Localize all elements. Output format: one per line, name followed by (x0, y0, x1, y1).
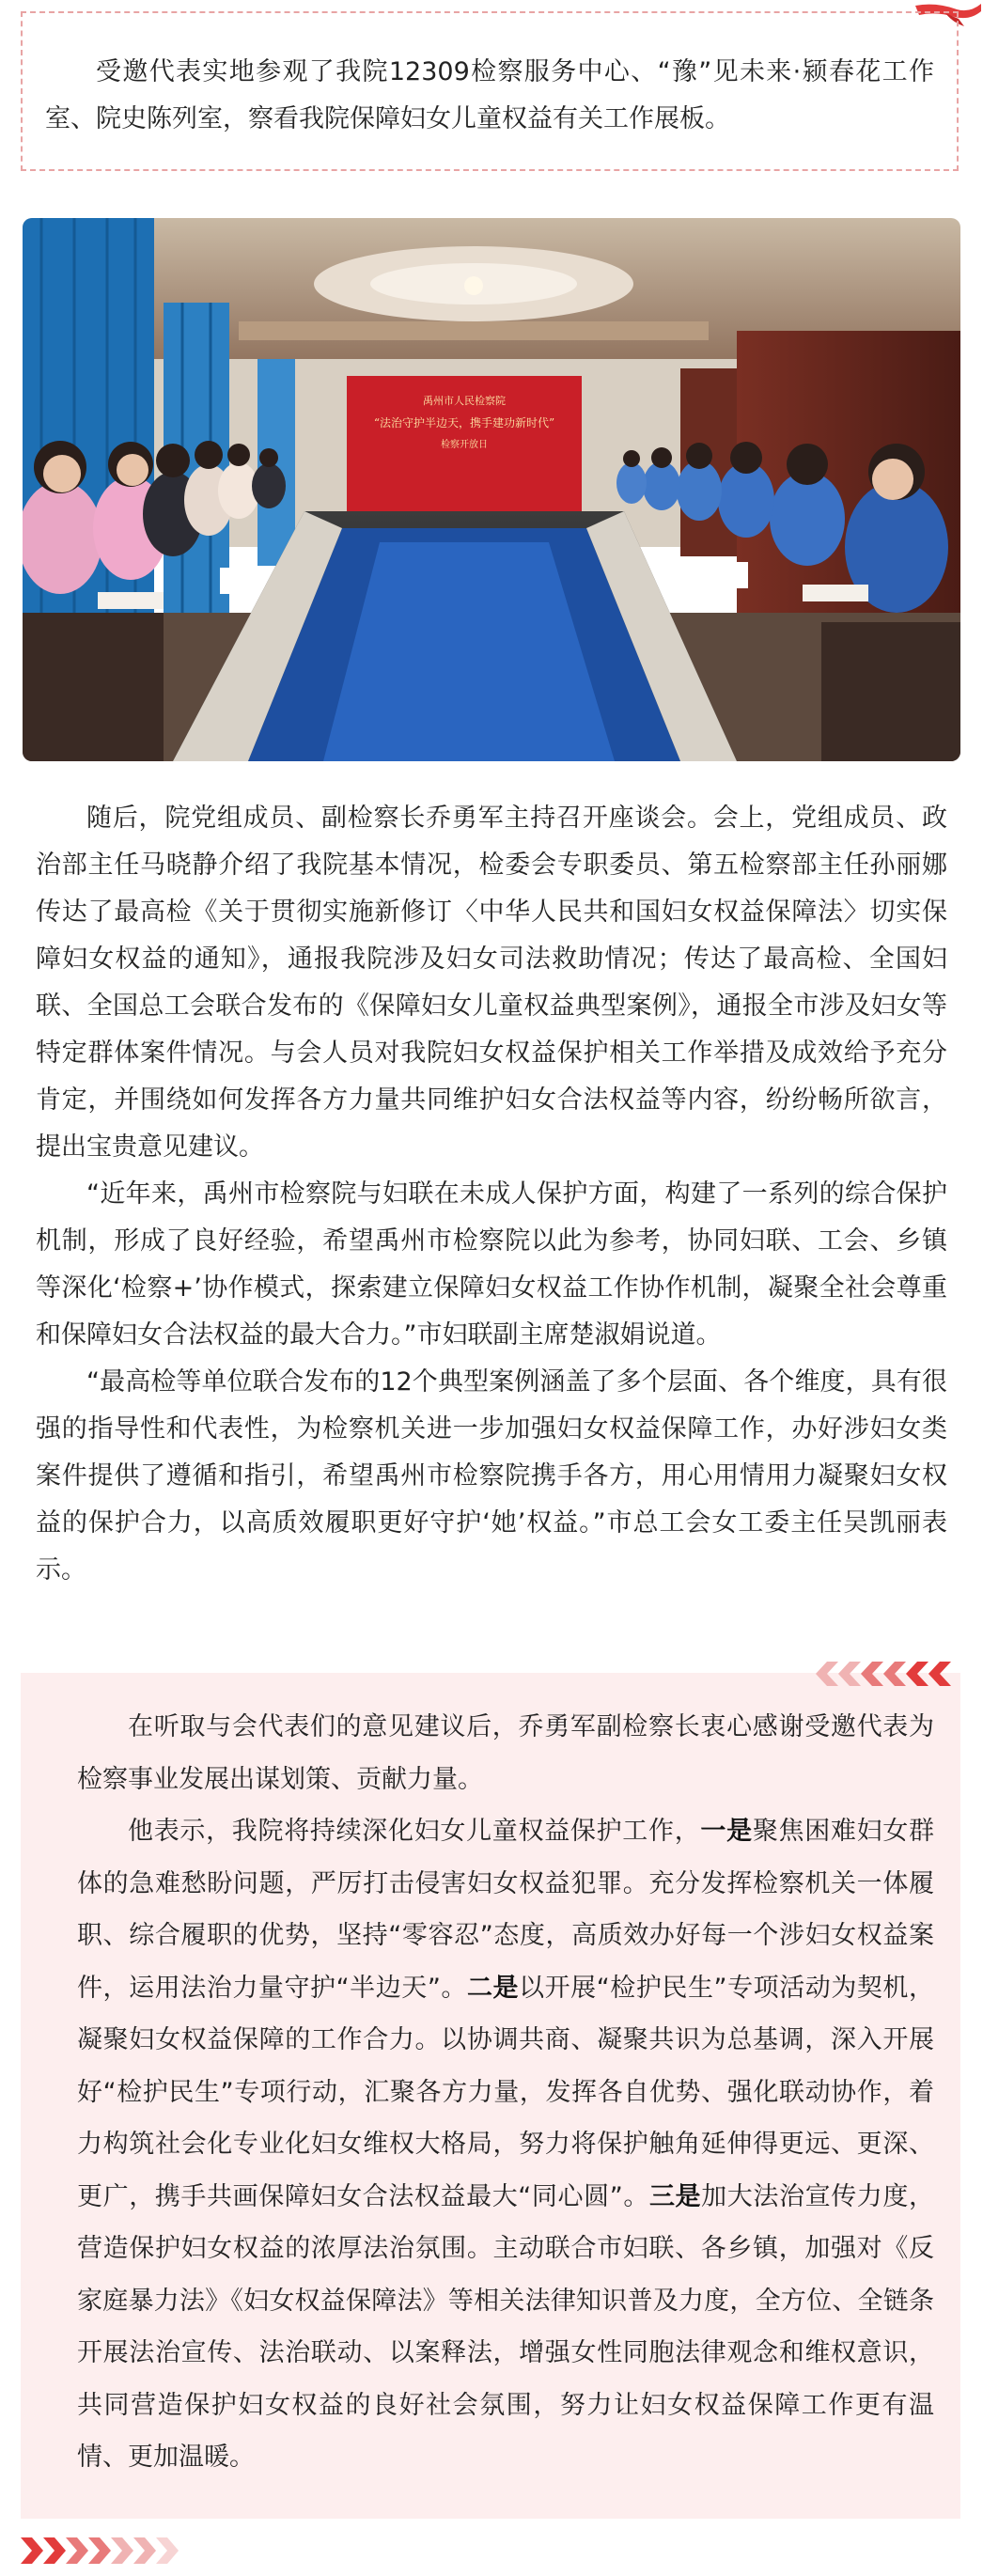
point-3-label: 三是 (648, 2181, 702, 2211)
point-1-label: 一是 (700, 1817, 753, 1846)
closing-paragraph-1: 在听取与会代表们的意见建议后，乔勇军副检察长衷心感谢受邀代表为检察事业发展出谋划策、贡献力量。 (77, 1712, 934, 1794)
closing-text (77, 1701, 934, 2484)
meeting-photo (23, 218, 960, 761)
point-3-text: 加大法治宣传力度，营造保护妇女权益的浓厚法治氛围。主动联合市妇联、各乡镇，加强对《反家庭暴力法》《妇女权益保障法》等相关法律知识普及力度，全方位、全链条开展法治宣传、法治联动、以案释法，增强女性同胞法律观念和维权意识，共同营造保护妇女权益的良好社会氛围，努力让妇女权益保障工作更有温情、更加温暖。 (77, 2181, 935, 2472)
article-body (36, 795, 947, 1594)
banner-line1: 禹州市人民检察院 (423, 395, 506, 407)
closing-paragraph-2 (77, 1805, 934, 2484)
banner-line2: “法治守护半边天，携手建功新时代” (373, 416, 555, 429)
closing-lead: 他表示，我院将持续深化妇女儿童权益保护工作， (128, 1817, 701, 1846)
intro-box (21, 11, 959, 171)
chevrons-decoration-icon (808, 1662, 959, 1686)
intro-text: 受邀代表实地参观了我院12309检察服务中心、“豫”见未来·颍春花工作室、院史陈列室，察看我院保障妇女儿童权益有关工作展板。 (45, 57, 934, 133)
body-paragraph-2: “近年来，禹州市检察院与妇联在未成人保护方面，构建了一系列的综合保护机制，形成了良好经验，希望禹州市检察院以此为参考，协同妇联、工会、乡镇等深化‘检察+’协作模式，探索建立保障妇女权益工作协作机制，凝聚全社会尊重和保障妇女合法权益的最大合力。”市妇联副主席楚淑娟说道。 (36, 1179, 947, 1350)
point-2-text: 以开展“检护民生”专项活动为契机，凝聚妇女权益保障的工作合力。以协调共商、凝聚共识为总基调，深入开展好“检护民生”专项行动，汇聚各方力量，发挥各自优势、强化联动协作，着力构筑社会化专业化妇女维权大格局，努力将保护触角延伸得更远、更深、更广，携手共画保障妇女合法权益最大“同心圆”。 (77, 1973, 934, 2211)
banner-line3: 检察开放日 (441, 440, 488, 450)
point-2-label: 二是 (466, 1973, 520, 2003)
chevrons-footer-icon (21, 2537, 199, 2564)
point-1-text: 聚焦困难妇女群体的急难愁盼问题，严厉打击侵害妇女权益犯罪。充分发挥检察机关一体履职、综合履职的优势，坚持“零容忍”态度，高质效办好每一个涉妇女权益案件，运用法治力量守护“半边天”。 (77, 1817, 935, 2003)
body-paragraph-3: “最高检等单位联合发布的12个典型案例涵盖了多个层面、各个维度，具有很强的指导性和代表性，为检察机关进一步加强妇女权益保障工作，办好涉妇女类案件提供了遵循和指引，希望禹州市检察院携手各方，用心用情用力凝聚妇女权益的保护合力，以高质效履职更好守护‘她’权益。”市总工会女工委主任吴凯丽表示。 (36, 1367, 947, 1585)
body-paragraph-1: 随后，院党组成员、副检察长乔勇军主持召开座谈会。会上，党组成员、政治部主任马晓静介绍了我院基本情况，检委会专职委员、第五检察部主任孙丽娜传达了最高检《关于贯彻实施新修订〈中华人民共和国妇女权益保障法〉切实保障妇女权益的通知》，通报我院涉及妇女司法救助情况；传达了最高检、全国妇联、全国总工会联合发布的《保障妇女儿童权益典型案例》，通报全市涉及妇女等特定群体案件情况。与会人员对我院妇女权益保护相关工作举措及成效给予充分肯定，并围绕如何发挥各方力量共同维护妇女合法权益等内容，纷纷畅所欲言，提出宝贵意见建议。 (36, 804, 947, 1162)
